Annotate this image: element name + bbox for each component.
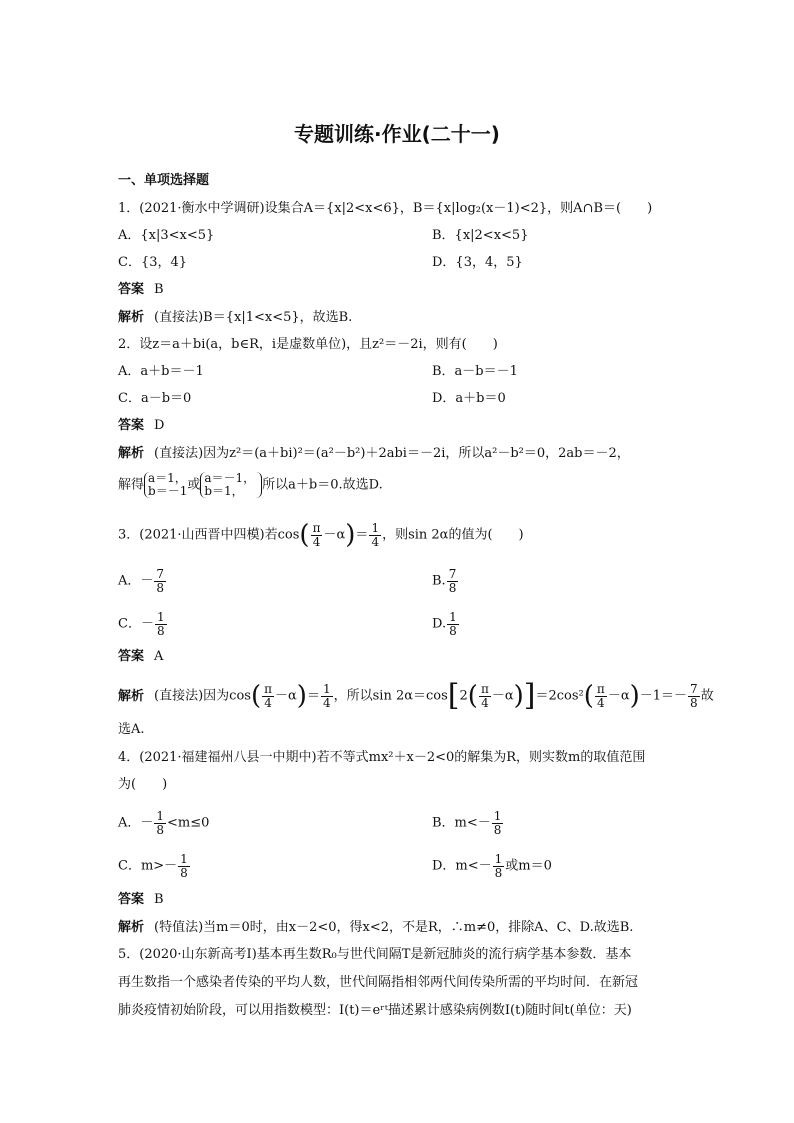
numerator: π — [596, 682, 605, 696]
numerator: 1 — [156, 610, 165, 624]
fraction — [447, 611, 459, 637]
denominator: 8 — [180, 865, 188, 880]
denominator: 8 — [156, 623, 165, 638]
q3-option-d — [432, 611, 460, 637]
q4-analysis — [118, 919, 633, 937]
q4-option-b — [432, 810, 504, 836]
q2-option-a: A．a＋b＝－1 — [118, 364, 204, 379]
fraction — [447, 568, 459, 594]
q4-option-d — [432, 853, 552, 879]
paren-left: ( — [467, 681, 478, 712]
q1-stem: 1．(2021·衡水中学调研)设集合A＝{x|2<x<6}，B＝{x|log₂(x－1)<2}，则A∩B＝( ) — [118, 201, 653, 216]
fraction — [178, 853, 190, 879]
system-row: a＝－1， — [204, 471, 256, 485]
paren-left: ( — [583, 681, 594, 712]
fraction — [311, 522, 323, 548]
option-text: C．－ — [118, 616, 154, 632]
paren-right: ) — [629, 681, 640, 712]
analysis-text: (直接法)B＝{x|1<x<5}，故选B. — [154, 310, 353, 325]
paren-left: ( — [299, 520, 310, 551]
option-text: C．m>－ — [118, 858, 178, 874]
q4-option-a — [118, 810, 209, 836]
analysis-text: ＝ — [306, 688, 320, 704]
fraction — [154, 810, 166, 836]
analysis-text: －1＝－ — [639, 688, 688, 704]
system-row: a＝1， — [148, 471, 187, 485]
answer-label: 答案 — [118, 282, 145, 297]
answer-value: D — [154, 418, 165, 433]
paren-right: ) — [345, 520, 356, 551]
q4-answer — [118, 891, 164, 909]
denominator: 8 — [493, 822, 502, 837]
q3-stem — [118, 520, 524, 551]
numerator: 1 — [371, 521, 380, 535]
answer-label: 答案 — [118, 892, 145, 907]
q1-option-a: A．{x|3<x<5} — [118, 228, 215, 243]
equation-system-1 — [144, 472, 187, 498]
denominator: 8 — [690, 695, 698, 710]
numerator: 1 — [180, 852, 188, 866]
analysis-text: α — [620, 688, 630, 704]
analysis-text: 所以a＋b＝0.故选D. — [262, 477, 383, 493]
numerator: π — [264, 682, 272, 696]
option-text: 或m＝0 — [505, 858, 552, 874]
fraction — [688, 683, 700, 709]
stem-text: α — [336, 527, 346, 543]
analysis-text: (特值法)当m＝0时，由x－2<0，得x<2，不是R，∴m≠0，排除A、C、D.故选B. — [154, 920, 634, 935]
option-text: <m≤0 — [167, 815, 210, 831]
numerator: 1 — [322, 682, 331, 696]
q3-option-b — [432, 568, 459, 594]
q1-option-b: B．{x|2<x<5} — [432, 228, 529, 243]
bracket-right: ] — [523, 678, 536, 714]
q2-option-b: B．a－b＝－1 — [432, 364, 518, 379]
denominator: 4 — [371, 534, 380, 549]
fraction — [493, 853, 505, 879]
q1-option-d: D．{3，4，5} — [432, 255, 523, 270]
answer-value: B — [154, 282, 164, 297]
page-title: 专题训练·作业(二十一) — [294, 122, 500, 146]
paren-right: ) — [296, 681, 307, 712]
q4-option-c — [118, 853, 191, 879]
denominator: 8 — [156, 822, 165, 837]
q2-analysis — [118, 445, 630, 463]
analysis-label: 解析 — [118, 310, 145, 325]
analysis-text: － — [607, 688, 621, 704]
analysis-text: (直接法)因为cos — [154, 688, 251, 704]
numerator: 1 — [493, 809, 502, 823]
paren-right: ) — [513, 681, 524, 712]
analysis-text: － — [491, 688, 505, 704]
fraction — [155, 611, 167, 637]
q2-option-c: C．a－b＝0 — [118, 391, 192, 406]
numerator: 7 — [690, 682, 698, 696]
system-row: b＝－1 — [148, 484, 188, 499]
analysis-text: α — [504, 688, 514, 704]
denominator: 8 — [494, 865, 503, 880]
option-text: A．－ — [118, 573, 154, 589]
analysis-text: ，所以sin 2α＝cos — [333, 688, 448, 704]
option-text: D．m<－ — [432, 858, 492, 874]
q2-analysis-line2 — [118, 472, 383, 498]
q3-option-c — [118, 611, 168, 637]
numerator: 7 — [156, 567, 165, 581]
analysis-text: 2 — [459, 688, 468, 704]
analysis-text: 或 — [187, 477, 201, 493]
equation-system-2 — [200, 472, 262, 498]
answer-value: B — [154, 892, 164, 907]
answer-value: A — [154, 649, 164, 664]
numerator: 1 — [449, 610, 457, 624]
denominator: 4 — [322, 695, 331, 710]
numerator: π — [480, 682, 489, 696]
denominator: 4 — [597, 695, 605, 710]
q3-option-a — [118, 568, 167, 594]
analysis-label: 解析 — [118, 446, 145, 461]
stem-text: ，则sin 2α的值为( ) — [382, 527, 524, 543]
fraction — [154, 568, 166, 594]
analysis-label: 解析 — [118, 688, 145, 704]
analysis-text: 解得 — [118, 477, 145, 493]
q4-stem: 4．(2021·福建福州八县一中期中)若不等式mx²＋x－2<0的解集为R，则实数m的取值范围 — [118, 750, 646, 765]
option-text: D. — [432, 616, 447, 632]
section-heading: 一、单项选择题 — [118, 173, 210, 188]
q2-option-d: D．a＋b＝0 — [432, 391, 506, 406]
numerator: π — [312, 521, 321, 535]
q5-stem-line2: 再生数指一个感染者传染的平均人数，世代间隔指相邻两代间传染所需的平均时间．在新冠 — [118, 975, 639, 990]
paren-left: ( — [250, 681, 262, 712]
denominator: 8 — [449, 623, 457, 638]
answer-label: 答案 — [118, 418, 145, 433]
fraction — [262, 683, 274, 709]
denominator: 4 — [312, 534, 321, 549]
denominator: 8 — [448, 580, 457, 595]
numerator: 1 — [156, 809, 165, 823]
fraction — [479, 683, 491, 709]
analysis-label: 解析 — [118, 920, 145, 935]
numerator: 7 — [448, 567, 457, 581]
fraction — [492, 810, 504, 836]
q3-answer — [118, 648, 163, 666]
bracket-left: [ — [447, 678, 460, 714]
q2-stem: 2．设z＝a＋bi(a，b∈R，i是虚数单位)，且z²＝－2i，则有( ) — [118, 337, 498, 352]
q3-analysis-line2: 选A. — [118, 722, 145, 737]
q1-option-c: C．{3，4} — [118, 255, 188, 270]
option-text: A．－ — [118, 815, 154, 831]
fraction — [369, 522, 381, 548]
analysis-text: ＝2cos² — [535, 688, 584, 704]
system-row: b＝1， — [204, 484, 244, 499]
q2-answer — [118, 417, 164, 435]
analysis-text: 故 — [700, 688, 714, 704]
stem-text: 3．(2021·山西晋中四模)若cos — [118, 527, 300, 543]
q1-answer — [118, 281, 164, 299]
denominator: 8 — [156, 580, 165, 595]
numerator: 1 — [494, 852, 503, 866]
analysis-text: － — [275, 688, 289, 704]
q5-stem-line1: 5．(2020·山东新高考Ⅰ)基本再生数R₀与世代间隔T是新冠肺炎的流行病学基本参数．基本 — [118, 947, 632, 962]
q5-stem-line3: 肺炎疫情初始阶段，可以用指数模型：I(t)＝eʳᵗ描述累计感染病例数I(t)随时间t(单位：天) — [118, 1003, 632, 1018]
q4-stem-line2: 为( ) — [118, 777, 168, 792]
fraction — [321, 683, 333, 709]
stem-text: － — [323, 527, 337, 543]
q1-analysis — [118, 309, 352, 327]
stem-text: ＝ — [355, 527, 369, 543]
q3-analysis — [118, 678, 714, 714]
option-text: B．m<－ — [432, 815, 491, 831]
denominator: 4 — [264, 695, 272, 710]
analysis-text: α — [288, 688, 297, 704]
analysis-text: (直接法)因为z²＝(a＋bi)²＝(a²－b²)＋2abi＝－2i，所以a²－b²＝0，2ab＝－2， — [154, 446, 630, 461]
option-text: B. — [432, 573, 446, 589]
denominator: 4 — [481, 695, 489, 710]
fraction — [595, 683, 607, 709]
answer-label: 答案 — [118, 649, 145, 664]
